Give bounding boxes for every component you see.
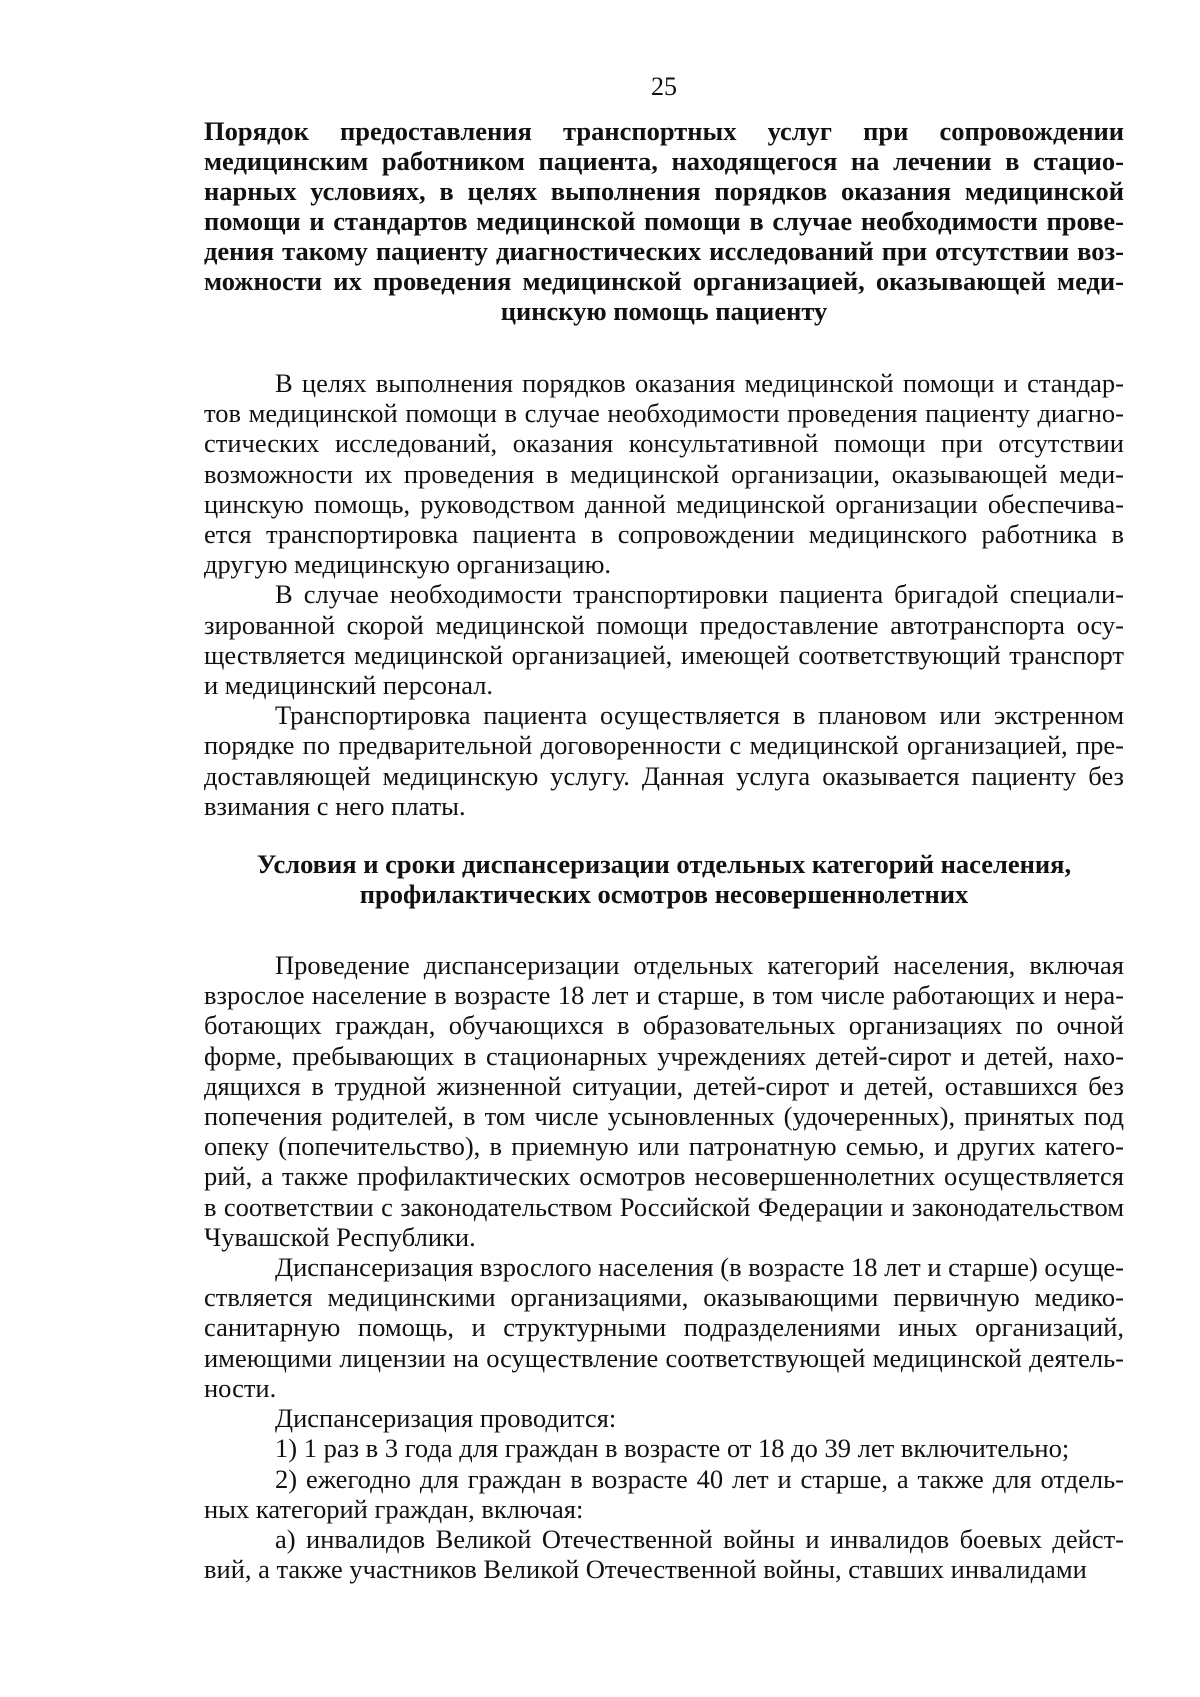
paragraph: Диспансеризация взрослого населения (в возрасте 18 лет и старше) осуществляется медицинскими организациями, оказывающими первичную медико-санитарную помощь, и структурными подразделениями иных организаций, имеющими лицензии на осуществление соответствующей медицинской деятельности. [204, 1252, 1124, 1403]
paragraph: Проведение диспансеризации отдельных категорий населения, включая взрослое население в возрасте 18 лет и старше, в том числе работающих и неработающих граждан, обучающихся в образовательных организациях по очной форме, пребывающих в стационарных учреждениях детей-сирот и детей, находящихся в трудной жизненной ситуации, детей-сирот и детей, оставшихся без попечения родителей, в том числе усыновленных (удочеренных), принятых под опеку (попечительство), в приемную или патронатную семью, и других категорий, а также профилактических осмотров несовершеннолетних осуществляется в соответствии с законодательством Российской Федерации и законодательством Чувашской Республики. [204, 950, 1124, 1252]
list-item: 2) ежегодно для граждан в возрасте 40 лет и старше, а также для отдельных категорий граждан, включая: [204, 1463, 1124, 1524]
section-title-dispensary [204, 849, 1124, 909]
document-page [204, 60, 1124, 1584]
paragraph: В случае необходимости транспортировки пациента бригадой специализированной скорой медицинской помощи предоставление автотранспорта осуществляется медицинской организацией, имеющей соответствующий транспорт и медицинский персонал. [204, 579, 1124, 701]
section-title-line: профилактических осмотров несовершеннолетних [359, 879, 969, 910]
paragraph: В целях выполнения порядков оказания медицинской помощи и стандартов медицинской помощи в случае необходимости проведения пациенту диагностических исследований, оказания консультативной помощи при отсутствии возможности их проведения в медицинской организации, оказывающей медицинскую помощь, руководством данной медицинской организации обеспечивается транспортировка пациента в сопровождении медицинского работника в другую медицинскую организацию. [204, 368, 1124, 580]
paragraph: Транспортировка пациента осуществляется в плановом или экстренном порядке по предварительной договоренности с медицинской организацией, предоставляющей медицинскую услугу. Данная услуга оказывается пациенту без взимания с него платы. [204, 700, 1124, 821]
section-title-line: Условия и сроки диспансеризации отдельных категорий населения, [256, 849, 1072, 880]
paragraph: Диспансеризация проводится: [275, 1403, 617, 1434]
page-number: 25 [651, 72, 677, 101]
section-title-transport: Порядок предоставления транспортных услуг при сопровождении медицинским работником пациента, находящегося на лечении в стационарных условиях, в целях выполнения порядков оказания медицинской помощи и стандартов медицинской помощи в случае необходимости проведения такому пациенту диагностических исследований при отсутствии возможности их проведения медицинской организацией, оказывающей медицинскую помощь пациенту [204, 116, 1124, 326]
list-item: 1) 1 раз в 3 года для граждан в возрасте от 18 до 39 лет включительно; [275, 1433, 1070, 1464]
list-item: а) инвалидов Великой Отечественной войны и инвалидов боевых действий, а также участников Великой Отечественной войны, ставших инвалидами [204, 1523, 1124, 1585]
